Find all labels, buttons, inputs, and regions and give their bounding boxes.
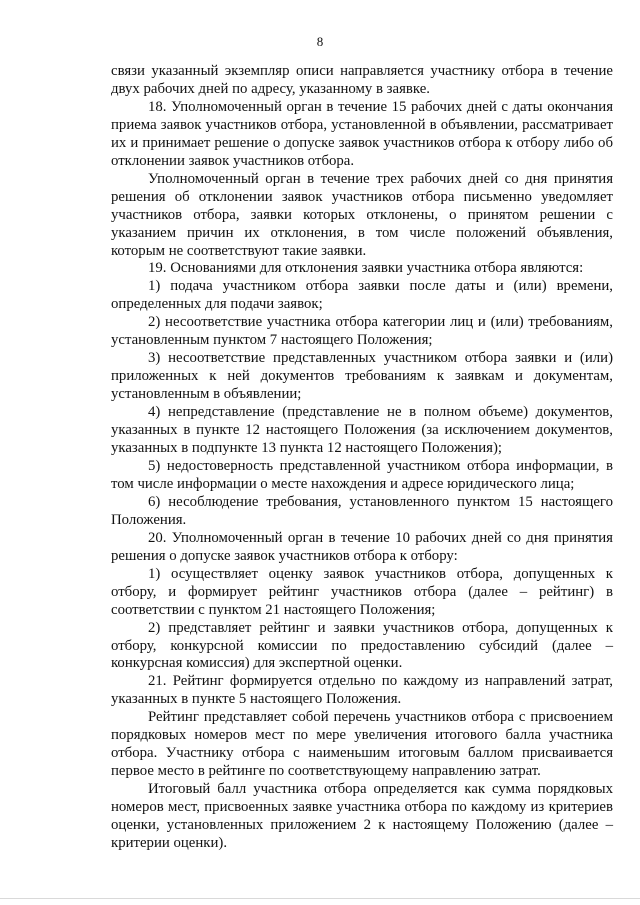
paragraph-clause-19: 19. Основаниями для отклонения заявки участника отбора являются:: [148, 260, 584, 277]
paragraph-rejection-notice: Уполномоченный орган в течение трех рабочих дней со дня принятия решения об отклонении заявок участников отбора письменно уведомляет участников отбора, заявки которых отклонены, о принятом решении с указанием причин их отклонения, в том числе положений объявления, которым не соответствуют такие заявки.: [111, 170, 613, 259]
paragraph-clause-19-item-6: 6) несоблюдение требования, установленного пунктом 15 настоящего Положения.: [111, 493, 613, 528]
page-number: 8: [316, 34, 324, 49]
paragraph-clause-19-item-2: 2) несоответствие участника отбора категории лиц и (или) требованиям, установленным пунктом 7 настоящего Положения;: [111, 314, 613, 349]
paragraph-clause-19-item-4: 4) непредставление (представление не в полном объеме) документов, указанных в пункте 12 настоящего Положения (за исключением документов, указанных в подпункте 13 пункта 12 настоящего Положения);: [111, 404, 613, 457]
paragraph-total-score: Итоговый балл участника отбора определяется как сумма порядковых номеров мест, присвоенных заявке участника отбора по каждому из критериев оценки, установленных приложением 2 к настоящему Положению (далее – критерии оценки).: [111, 781, 613, 851]
paragraph-clause-20: 20. Уполномоченный орган в течение 10 рабочих дней со дня принятия решения о допуске заявок участников отбора к отбору:: [111, 529, 613, 564]
paragraph-clause-20-item-2: 2) представляет рейтинг и заявки участников отбора, допущенных к отбору, конкурсной комиссии по предоставлению субсидий (далее – конкурсная комиссия) для экспертной оценки.: [111, 619, 613, 672]
paragraph-clause-20-item-1: 1) осуществляет оценку заявок участников отбора, допущенных к отбору, и формирует рейтинг участников отбора (далее – рейтинг) в соответствии с пунктом 21 настоящего Положения;: [111, 565, 613, 618]
paragraph-clause-21: 21. Рейтинг формируется отдельно по каждому из направлений затрат, указанных в пункте 5 настоящего Положения.: [111, 673, 613, 708]
document-body: [111, 63, 613, 853]
paragraph-continuation: связи указанный экземпляр описи направляется участнику отбора в течение двух рабочих дней по адресу, указанному в заявке.: [111, 63, 613, 97]
paragraph-clause-19-item-5: 5) недостоверность представленной участником отбора информации, в том числе информации о месте нахождения и адресе юридического лица;: [111, 457, 613, 492]
scan-edge-line: [0, 898, 640, 899]
paragraph-rating-definition: Рейтинг представляет собой перечень участников отбора с присвоением порядковых номеров мест по мере увеличения итогового балла участника отбора. Участнику отбора с наименьшим итоговым баллом присваивается первое место в рейтинге по соответствующему направлению затрат.: [111, 709, 613, 780]
paragraph-clause-19-item-3: 3) несоответствие представленных участником отбора заявки и (или) приложенных к ней документов требованиям к заявкам и документам, установленным в объявлении;: [111, 350, 613, 403]
paragraph-clause-18: 18. Уполномоченный орган в течение 15 рабочих дней с даты окончания приема заявок участников отбора, установленной в объявлении, рассматривает их и принимает решение о допуске заявок участников отбора к отбору либо об отклонении заявок участников отбора.: [111, 98, 613, 169]
paragraph-clause-19-item-1: 1) подача участником отбора заявки после даты и (или) времени, определенных для подачи заявок;: [111, 278, 613, 313]
